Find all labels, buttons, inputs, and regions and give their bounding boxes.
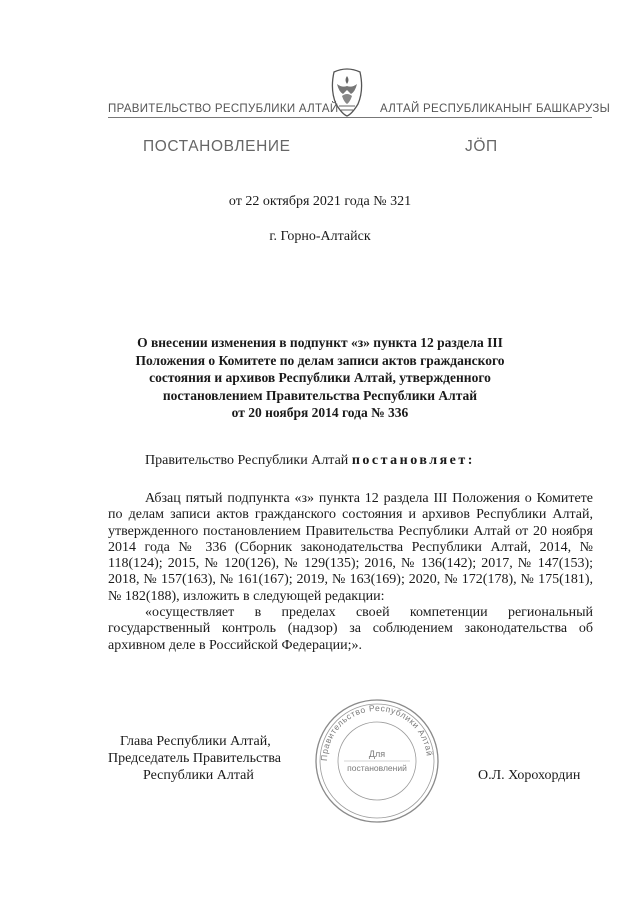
- official-seal-icon: [312, 697, 442, 825]
- doc-type-ru: ПОСТАНОВЛЕНИЕ: [143, 138, 291, 155]
- paragraph-2: «осуществляет в пределах своей компетенции региональный государственный контроль (надзор) за соблюдением законодательства об архивном деле в Российской Федерации;».: [108, 605, 593, 653]
- government-name-alt: АЛТАЙ РЕСПУБЛИКАНЫҤ БАШКАРУЗЫ: [380, 103, 611, 115]
- signatory-position-3: Республики Алтай: [143, 768, 254, 783]
- preamble: [108, 453, 593, 469]
- preamble-action: постановляет:: [351, 453, 475, 468]
- date-number: от 22 октября 2021 года № 321: [228, 194, 412, 209]
- body-text: [108, 491, 593, 654]
- seal-center-line-1: Для: [368, 749, 386, 759]
- doc-type-alt: ЈӦП: [465, 138, 498, 155]
- title-line: Положения о Комитете по делам записи актов гражданского: [135, 352, 505, 368]
- paragraph-1: Абзац пятый подпункта «з» пункта 12 раздела III Положения о Комитете по делам записи актов гражданского состояния и архивов Республики Алтай, утвержденного постановлением Правительства Республики Алтай от 20 ноября 2014 года № 336 (Сборник законодательства Республики Алтай, 2014, № 118(124); 2015, № 120(126), № 129(135); 2016, № 136(142); 2017, № 147(153); 2018, № 157(163), № 161(167); 2019, № 163(169); 2020, № 172(178), № 175(181), № 182(188), изложить в следующей редакции:: [108, 491, 593, 604]
- seal-ring-text: Правительство Республики Алтай: [318, 702, 435, 762]
- document-title: [100, 334, 540, 422]
- government-name-ru: ПРАВИТЕЛЬСТВО РЕСПУБЛИКИ АЛТАЙ: [108, 103, 339, 115]
- header-divider: [108, 117, 592, 118]
- city: г. Горно-Алтайск: [269, 229, 371, 244]
- preamble-text: Правительство Республики Алтай: [145, 453, 349, 468]
- seal-center-line-2: постановлений: [347, 763, 407, 773]
- signatory-position-1: Глава Республики Алтай,: [120, 734, 271, 749]
- signatory-name: О.Л. Хорохордин: [478, 768, 581, 783]
- signatory-position-2: Председатель Правительства: [108, 751, 281, 766]
- title-line: О внесении изменения в подпункт «з» пункта 12 раздела III: [137, 335, 503, 350]
- title-line: состояния и архивов Республики Алтай, утвержденного: [149, 370, 491, 385]
- title-line: постановлением Правительства Республики Алтай: [162, 387, 478, 403]
- title-line: от 20 ноября 2014 года № 336: [231, 405, 409, 420]
